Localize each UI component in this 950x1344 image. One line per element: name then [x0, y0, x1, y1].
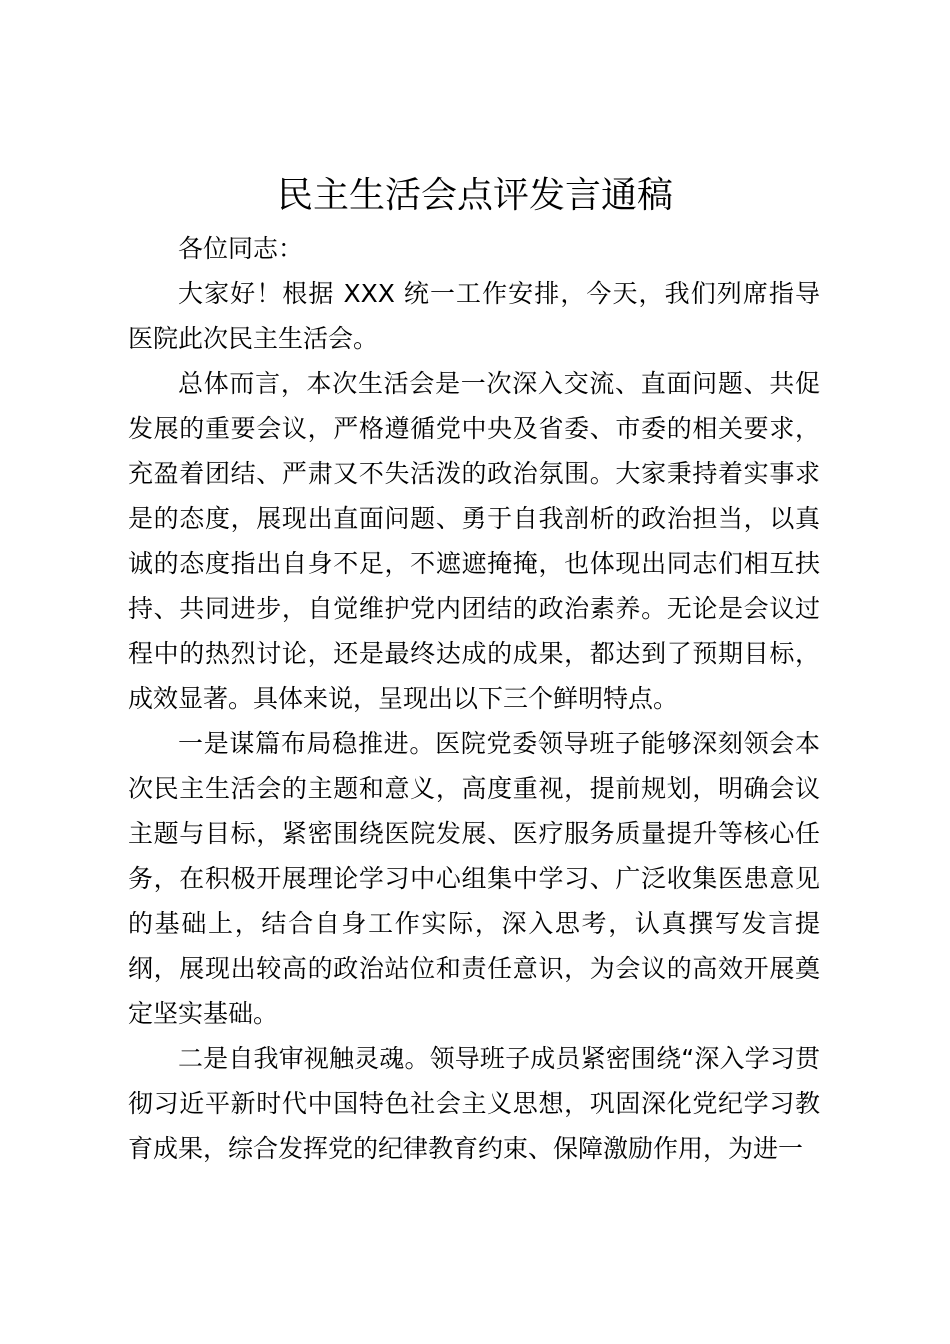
overview-paragraph: 总体而言，本次生活会是一次深入交流、直面问题、共促发展的重要会议，严格遵循党中央及省委、市委的相关要求，充盈着团结、严肃又不失活泼的政治氛围。大家秉持着实事求是的态度，展现出直面问题、勇于自我剖析的政治担当，以真诚的态度指出自身不足，不遮遮掩掩，也体现出同志们相互扶持、共同进步，自觉维护党内团结的政治素养。无论是会议过程中的热烈讨论，还是最终达成的成果，都达到了预期目标，成效显著。具体来说，呈现出以下三个鲜明特点。 [128, 369, 820, 713]
point-one-paragraph: 一是谋篇布局稳推进。医院党委领导班子能够深刻领会本次民主生活会的主题和意义，高度重视，提前规划，明确会议主题与目标，紧密围绕医院发展、医疗服务质量提升等核心任务，在积极开展理论学习中心组集中学习、广泛收集医患意见的基础上，结合自身工作实际，深入思考，认真撰写发言提纲，展现出较高的政治站位和责任意识，为会议的高效开展奠定坚实基础。 [128, 729, 820, 1028]
document-body [128, 226, 820, 1171]
point-two-paragraph: 二是自我审视触灵魂。领导班子成员紧密围绕“深入学习贯彻习近平新时代中国特色社会主义思想，巩固深化党纪学习教育成果，综合发挥党的纪律教育约束、保障激励作用，为进一 [128, 1044, 820, 1163]
document-title: 民主生活会点评发言通稿 [276, 175, 673, 216]
opening-paragraph: 大家好！根据 XXX 统一工作安排，今天，我们列席指导医院此次民主生活会。 [128, 279, 820, 353]
salutation-paragraph: 各位同志： [178, 234, 304, 263]
